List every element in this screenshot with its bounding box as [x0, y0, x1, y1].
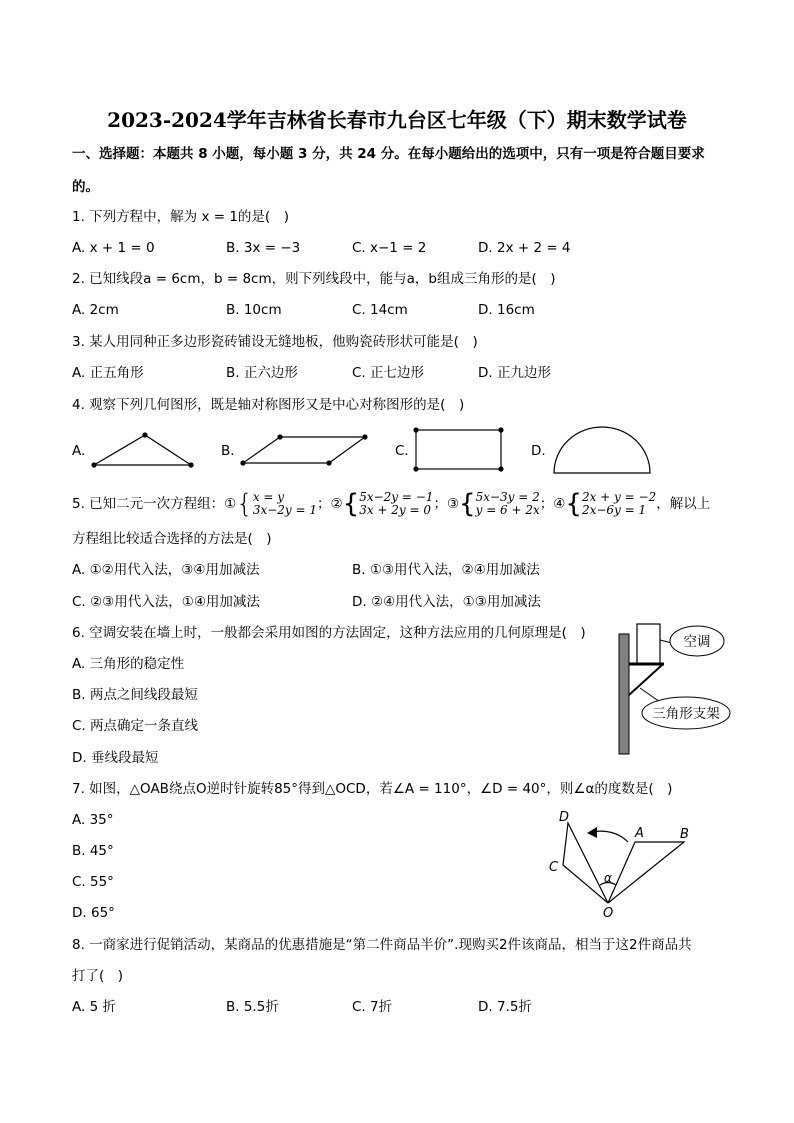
q3-option-d: D. 正九边形	[478, 365, 551, 381]
q5-stem-line2: 方程组比较适合选择的方法是( )	[72, 531, 272, 547]
q2-option-a: A. 2cm	[72, 302, 119, 318]
q5-option-a: A. ①②用代入法，③④用加减法	[72, 562, 260, 578]
q5-system-1-eq1: x = y	[252, 490, 285, 504]
q5-system-1-eq2: 3x−2y = 1	[252, 503, 318, 517]
q5-system-3-eq2: y = 6 + 2x	[475, 503, 540, 517]
q8-option-b: B. 5.5折	[226, 999, 279, 1015]
q5-system-3-sep: ；	[539, 496, 554, 512]
q6-option-a: A. 三角形的稳定性	[72, 656, 185, 672]
q5-system-3-eq1: 5x−3y = 2	[475, 490, 540, 504]
label-D: D	[559, 810, 570, 825]
q5-system-1-mark: ①	[224, 496, 237, 512]
brace-icon: {	[565, 489, 582, 519]
q6-option-d: D. 垂线段最短	[72, 750, 159, 766]
q7-option-d: D. 65°	[72, 905, 115, 921]
q5-stem-prefix: 5. 已知二元一次方程组：	[72, 496, 225, 512]
page-title: 2023-2024学年吉林省长春市九台区七年级（下）期末数学试卷	[107, 108, 687, 132]
label-A: A	[635, 826, 644, 841]
label-B: B	[680, 827, 689, 842]
q8-stem-line2: 打了( )	[72, 968, 124, 984]
q4-option-c: C.	[395, 443, 409, 459]
brace-icon: {	[236, 489, 253, 519]
q7-option-c: C. 55°	[72, 874, 114, 890]
label-bracket: 三角形支架	[652, 706, 720, 722]
q4-option-b: B.	[221, 443, 235, 459]
q5-option-c: C. ②③用代入法，①④用加减法	[72, 594, 260, 610]
q8-stem-line1: 8. 一商家进行促销活动，某商品的优惠措施是“第二件商品半价”.现购买2件该商品，相当于这2件商品共	[72, 937, 692, 953]
q5-system-4-eq1: 2x + y = −2	[581, 490, 657, 504]
triangle-ocd	[563, 823, 608, 903]
q7-stem: 7. 如图，△OAB绕点O逆时针旋转85°得到△OCD，若∠A = 110°，∠D = 40°，则∠α的度数是( )	[72, 781, 673, 797]
triangle-oab	[608, 842, 684, 903]
q5-system-4-sep: ，解以上	[656, 496, 711, 512]
q5-option-b: B. ①③用代入法，②④用加减法	[352, 562, 540, 578]
label-ac: 空调	[683, 634, 711, 650]
q3-option-b: B. 正六边形	[226, 365, 298, 381]
q8-option-c: C. 7折	[352, 999, 393, 1015]
section-header-line2: 的。	[72, 179, 99, 195]
q4-stem: 4. 观察下列几何图形，既是轴对称图形又是中心对称图形的是( )	[72, 397, 465, 413]
brace-icon: {	[342, 489, 360, 519]
q3-stem: 3. 某人用同种正多边形瓷砖铺设无缝地板，他购瓷砖形状可能是( )	[72, 334, 478, 350]
label-C: C	[549, 860, 559, 875]
q2-stem: 2. 已知线段a = 6cm，b = 8cm，则下列线段中，能与a，b组成三角形的是( )	[72, 271, 556, 287]
q1-option-a: A. x + 1 = 0	[72, 240, 155, 256]
q3-option-c: C. 正七边形	[352, 365, 425, 381]
q1-option-b: B. 3x = −3	[226, 240, 301, 256]
label-alpha: α	[604, 871, 612, 885]
q4-option-d: D.	[531, 443, 546, 459]
q6-stem: 6. 空调安装在墙上时，一般都会采用如图的方法固定，这种方法应用的几何原理是( )	[72, 625, 586, 641]
q1-stem: 1. 下列方程中，解为 x = 1的是( )	[72, 209, 289, 225]
q5-system-4-eq2: 2x−6y = 1	[581, 503, 647, 517]
q1-option-d: D. 2x + 2 = 4	[478, 240, 571, 256]
q5-system-2-eq2: 3x + 2y = 0	[359, 503, 432, 517]
q5-system-2-mark: ②	[330, 496, 343, 512]
q5-system-2-sep: ；	[433, 496, 447, 512]
q5-system-1-sep: ；	[317, 496, 331, 512]
q2-option-d: D. 16cm	[478, 302, 535, 318]
q8-option-d: D. 7.5折	[478, 999, 532, 1015]
q5-system-3-mark: ③	[446, 496, 460, 512]
arrow-head-icon	[587, 827, 597, 838]
q6-option-c: C. 两点确定一条直线	[72, 718, 199, 734]
q7-option-b: B. 45°	[72, 843, 114, 859]
brace-icon: {	[459, 489, 476, 519]
q5-option-d: D. ②④用代入法，①③用加减法	[352, 594, 541, 610]
q8-option-a: A. 5 折	[72, 999, 116, 1015]
q2-option-b: B. 10cm	[226, 302, 282, 318]
q2-option-c: C. 14cm	[352, 302, 408, 318]
q1-option-c: C. x−1 = 2	[352, 240, 427, 256]
q7-option-a: A. 35°	[72, 812, 114, 828]
section-header-line1: 一、选择题：本题共 8 小题，每小题 3 分，共 24 分。在每小题给出的选项中，只有一项是符合题目要求	[72, 146, 705, 162]
q3-option-a: A. 正五角形	[72, 365, 144, 381]
q4-option-a: A.	[72, 443, 86, 459]
q6-option-b: B. 两点之间线段最短	[72, 687, 198, 703]
label-O: O	[603, 906, 614, 921]
q5-system-2-eq1: 5x−2y = −1	[359, 490, 434, 504]
q5-system-4-mark: ④	[553, 496, 566, 512]
